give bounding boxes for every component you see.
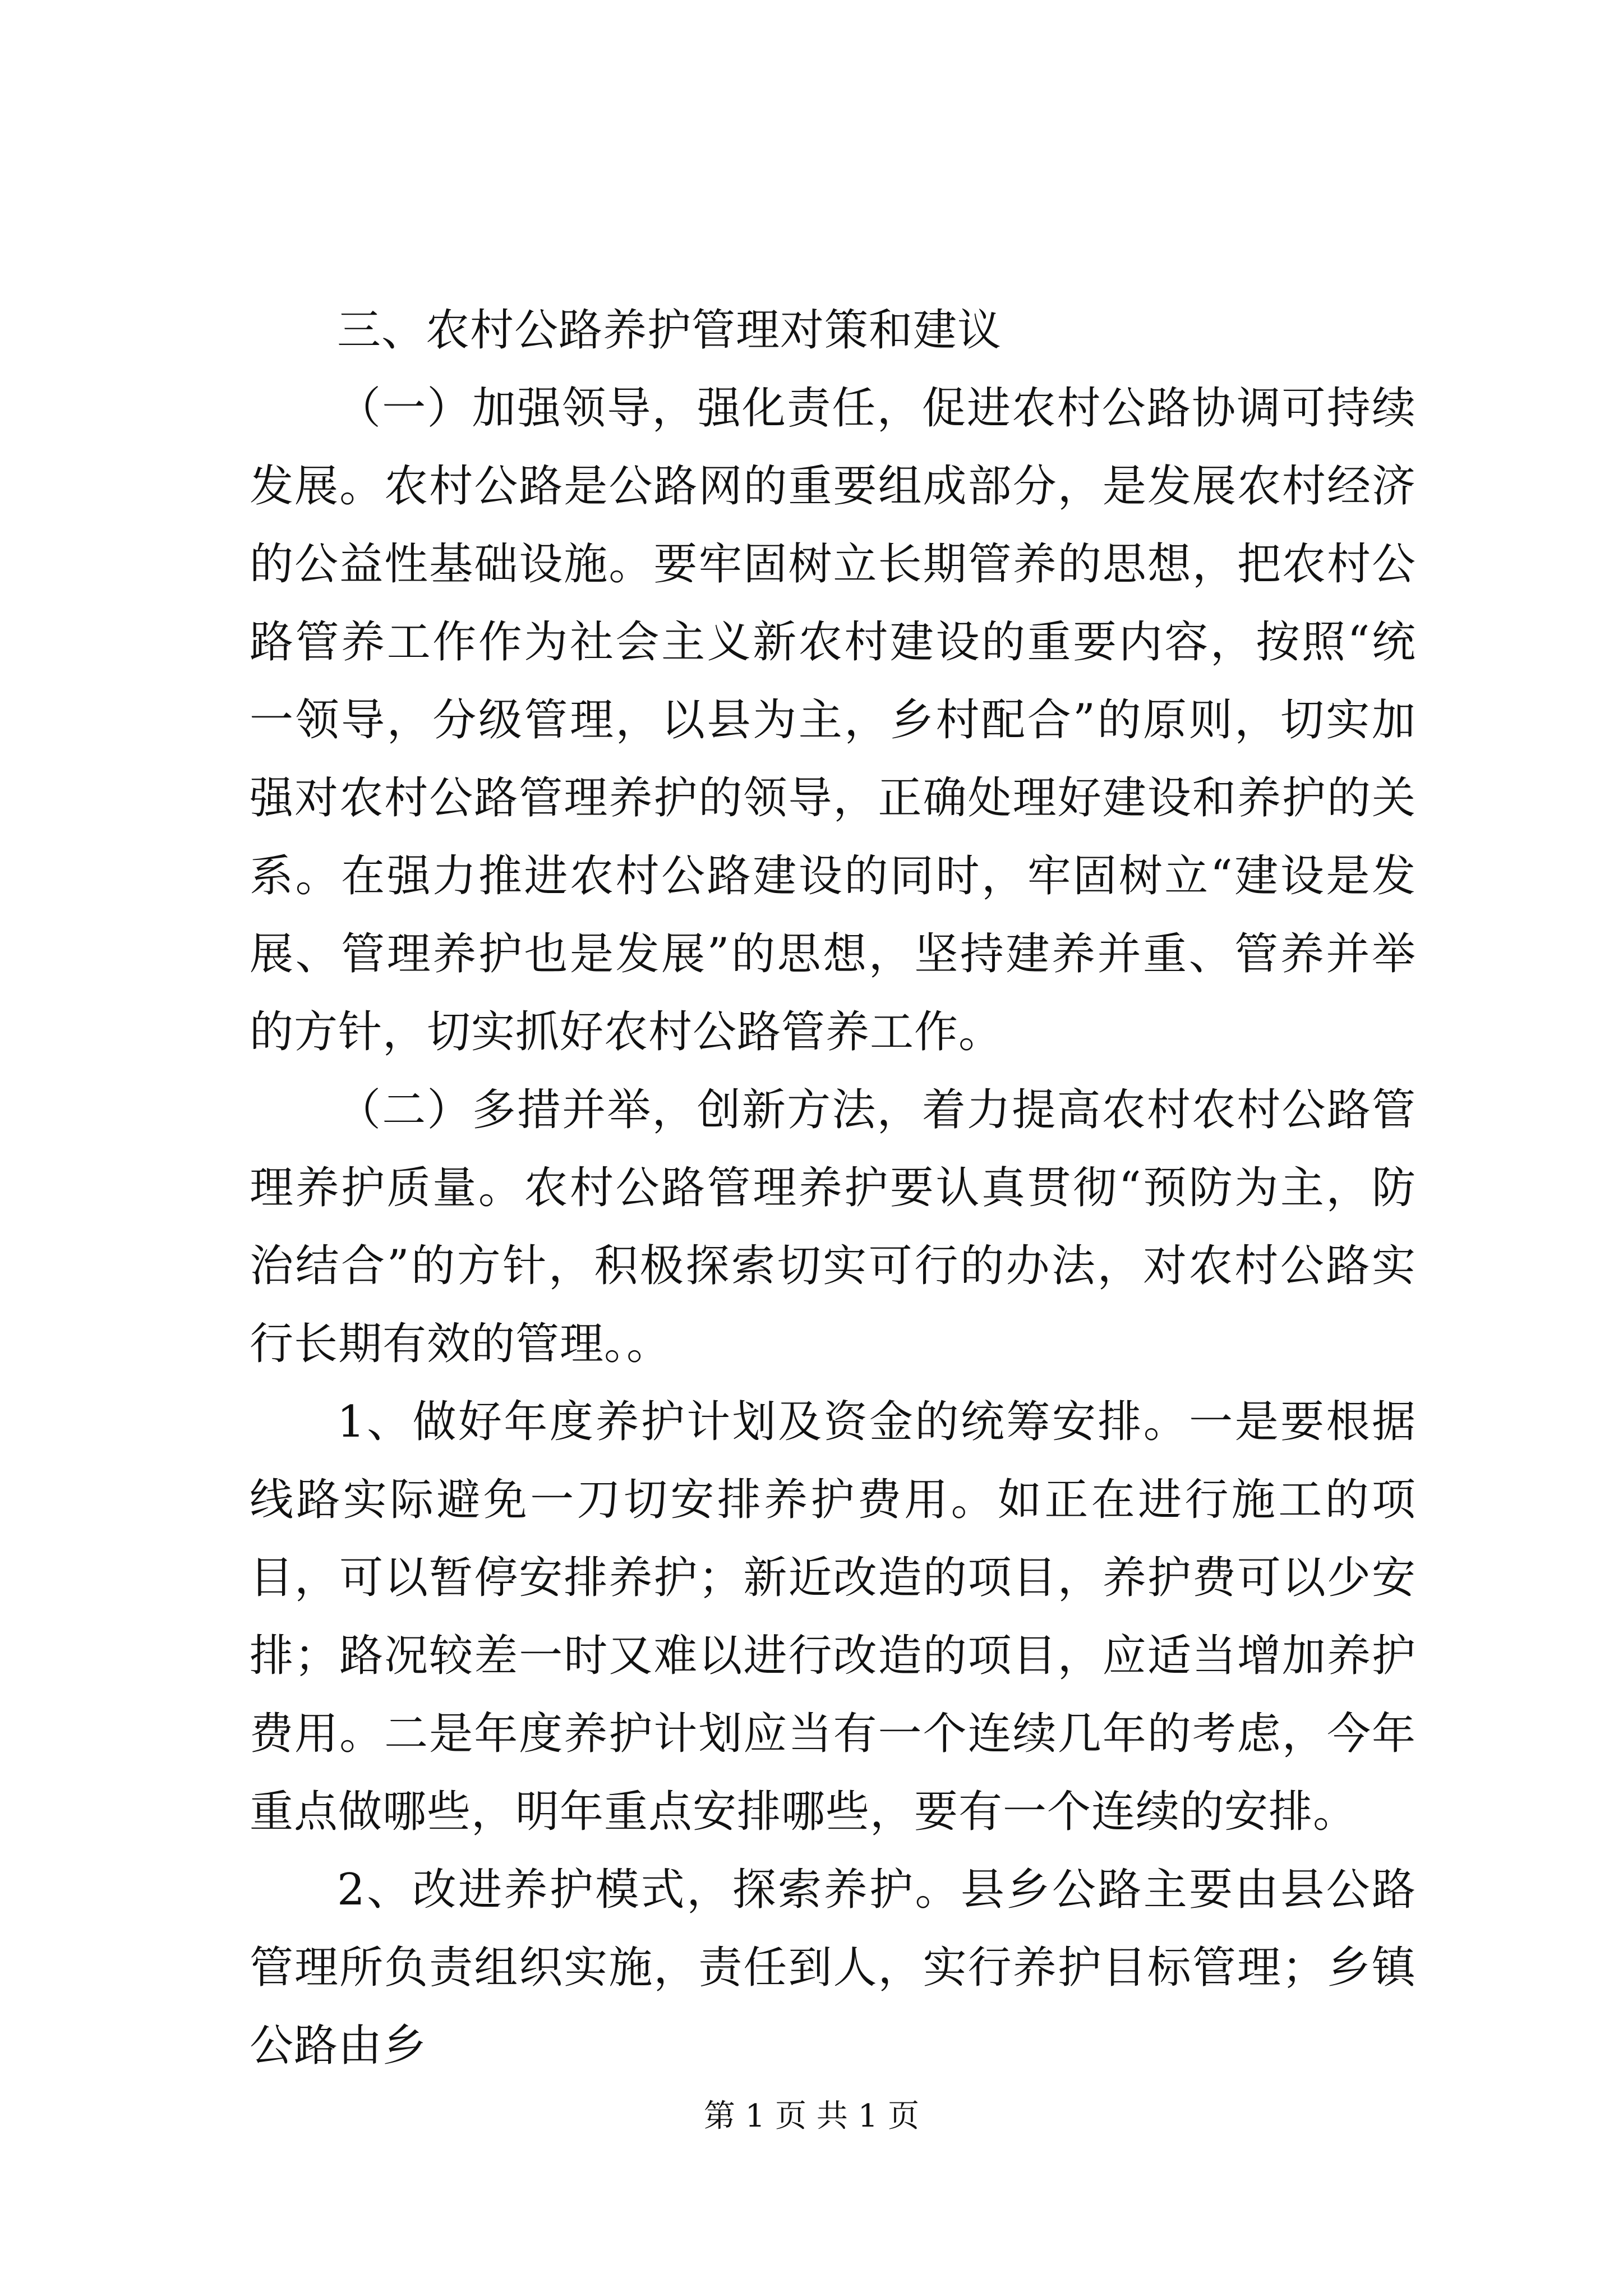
paragraph-1: （一）加强领导，强化责任，促进农村公路协调可持续发展。农村公路是公路网的重要组成部分，是发展农村经济的公益性基础设施。要牢固树立长期管养的思想，把农村公路管养工作作为社会主义新农村建设的重要内容，按照“统一领导，分级管理，以县为主，乡村配合”的原则，切实加强对农村公路管理养护的领导，正确处理好建设和养护的关系。在强力推进农村公路建设的同时，牢固树立“建设是发展、管理养护也是发展”的思想，坚持建养并重、管养并举的方针，切实抓好农村公路管养工作。 — [250, 383, 1416, 1057]
paragraph-2: （二）多措并举，创新方法，着力提高农村农村公路管理养护质量。农村公路管理养护要认真贯彻“预防为主，防治结合”的方针，积极探索切实可行的办法，对农村公路实行长期有效的管理。。 — [250, 1085, 1416, 1369]
paragraph-3: 1、做好年度养护计划及资金的统筹安排。一是要根据线路实际避免一刀切安排养护费用。如正在进行施工的项目，可以暂停安排养护；新近改造的项目，养护费可以少安排；路况较差一时又难以进行改造的项目，应适当增加养护费用。二是年度养护计划应当有一个连续几年的考虑，今年重点做哪些，明年重点安排哪些，要有一个连续的安排。 — [250, 1397, 1416, 1837]
paragraph-4: 2、改进养护模式，探索养护。县乡公路主要由县公路管理所负责组织实施，责任到人，实行养护目标管理；乡镇公路由乡 — [250, 1865, 1416, 2071]
page-footer: 第 1 页 共 1 页 — [703, 2098, 920, 2134]
section-heading: 三、农村公路养护管理对策和建议 — [337, 305, 1002, 356]
document-body — [250, 292, 1416, 2085]
